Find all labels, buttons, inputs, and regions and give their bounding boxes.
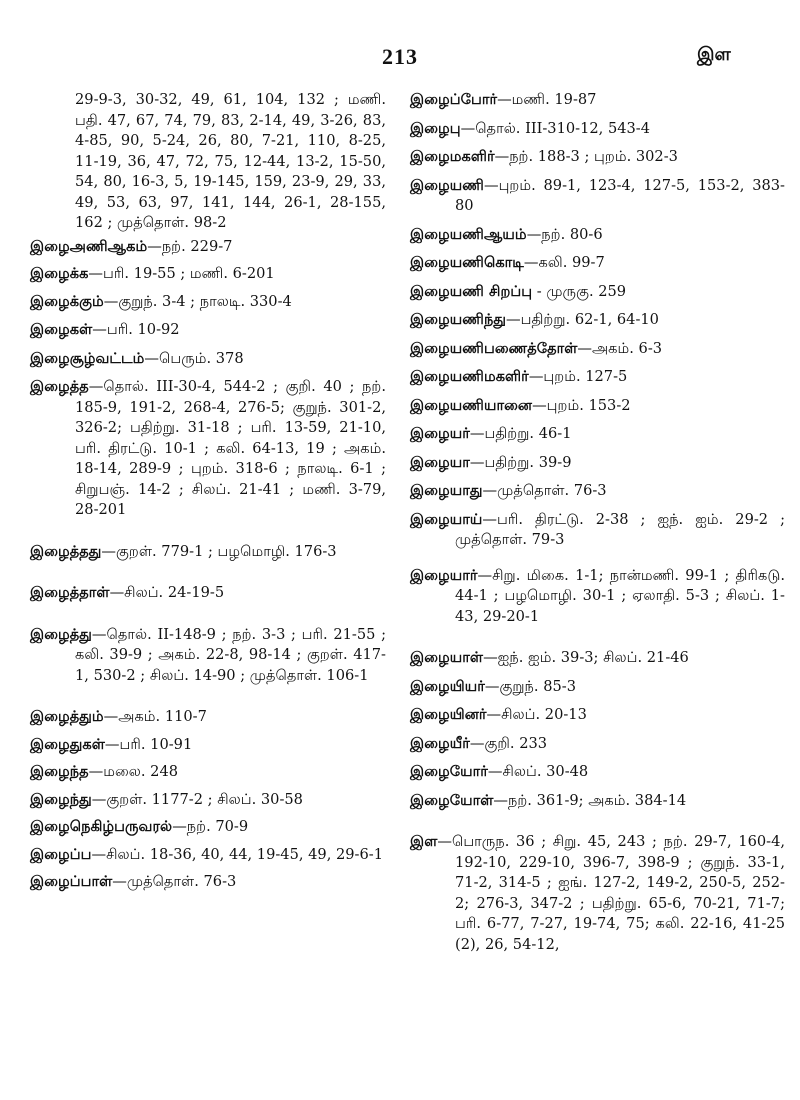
index-entry [410, 119, 785, 140]
headword: இழைப்ப [30, 845, 92, 863]
references: —குறி. 233 [469, 734, 548, 752]
headword: இள [410, 833, 438, 850]
references: —முத்தொள். 76-3 [112, 873, 237, 890]
index-entry [30, 707, 386, 728]
headword: இழைப்போர் [410, 91, 498, 108]
index-entry [30, 872, 386, 893]
index-entry [30, 349, 386, 370]
index-entry [410, 424, 785, 445]
index-entry [410, 734, 785, 755]
headword: இழையாய் [410, 510, 483, 528]
index-entry [30, 264, 386, 285]
references: —சிறு. மிகை. 1-1; நான்மணி. 99-1 ; திரிகடு. 44-1 ; பழமொழி. 30-1 ; ஏலாதி. 5-3 ; சிலப். 1-43, 29-20-1 [455, 566, 785, 625]
headword: இழையியர் [410, 677, 485, 695]
index-entry [410, 176, 785, 217]
references: —தொல். III-310-12, 543-4 [460, 119, 651, 137]
index-entry [410, 832, 785, 955]
headword: இழைந்த [30, 763, 89, 780]
left-column [30, 90, 386, 893]
references: —பரி. 10-91 [104, 735, 193, 753]
index-entry [410, 677, 785, 698]
references: - முருகு. 259 [532, 282, 627, 300]
index-entry [410, 566, 785, 628]
headword: இழையணியானை [410, 396, 533, 414]
index-entry [30, 90, 386, 234]
headword: இழைபு [410, 119, 461, 137]
index-entry [30, 237, 386, 258]
index-entry [30, 845, 386, 866]
references: —புறம். 153-2 [532, 396, 631, 414]
references: —குறள். 1177-2 ; சிலப். 30-58 [91, 790, 303, 808]
index-entry [410, 310, 785, 331]
references: —பெரும். 378 [144, 349, 244, 367]
index-entry [410, 90, 785, 111]
references: —நற். 80-6 [526, 225, 603, 243]
references: —அகம். 6-3 [577, 339, 663, 357]
index-entry [410, 367, 785, 388]
headword: இழையோர் [410, 763, 488, 780]
references: —பரி. திரட்டு. 2-38 ; ஐந். ஐம். 29-2 ; முத்தொள். 79-3 [455, 510, 785, 548]
references: —சிலப். 18-36, 40, 44, 19-45, 49, 29-6-1 [91, 845, 383, 863]
references: —தொல். III-30-4, 544-2 ; குறி. 40 ; நற். 185-9, 191-2, 268-4, 276-5; குறுந். 301-2, 326-2; பதிற்று. 31-18 ; பரி. 13-59, 21-10, பரி. திரட்டு. 10-1 ; கலி. 64-13, 19 ; அகம். 18-14, 289-9 ; புறம். 318-6 ; நாலடி. 6-1 ; சிறுபஞ். 14-2 ; சிலப். 21-41 ; மணி. 3-79, 28-201 [75, 378, 386, 518]
index-entry [410, 481, 785, 502]
headword: இழையணிமகளிர் [410, 368, 529, 385]
headword: இழையீர் [410, 734, 470, 752]
headword: இழைத்தது [30, 542, 102, 560]
references: —பதிற்று. 46-1 [469, 425, 572, 442]
page-number: 213 [382, 44, 418, 69]
headword: இழையாள் [410, 649, 484, 666]
headword: இழையர் [410, 425, 470, 442]
headword: இழைத்த [30, 378, 89, 395]
index-entry [30, 625, 386, 687]
index-entry [30, 542, 386, 563]
references: —ஐந். ஐம். 39-3; சிலப். 21-46 [483, 649, 689, 666]
headword: இழையணி [410, 176, 484, 194]
references: —மலை. 248 [88, 763, 179, 780]
index-entry [30, 762, 386, 783]
headword: இழைத்தும் [30, 708, 104, 725]
references: —பரி. 19-55 ; மணி. 6-201 [88, 265, 275, 282]
headword: இழைசூழ்வட்டம் [30, 349, 145, 367]
index-entry [410, 762, 785, 783]
references: —சிலப். 30-48 [487, 763, 589, 780]
references: —நற். 229-7 [147, 237, 233, 255]
references: —குறள். 779-1 ; பழமொழி. 176-3 [101, 542, 337, 560]
index-entry [410, 791, 785, 812]
references: —தொல். II-148-9 ; நற். 3-3 ; பரி. 21-55 ; கலி. 39-9 ; அகம். 22-8, 98-14 ; குறள். 417-1, 530-2 ; சிலப். 14-90 ; முத்தொள். 106-1 [75, 625, 386, 684]
headword: இழையணி சிறப்பு [410, 282, 533, 300]
headword: இழையோள் [410, 791, 494, 809]
index-entry [30, 735, 386, 756]
references: —சிலப். 24-19-5 [109, 584, 225, 601]
headword: இழையணிபணைத்தோள் [410, 339, 578, 357]
index-entry [30, 320, 386, 341]
headword: இழைத்தாள் [30, 584, 110, 601]
index-entry [30, 583, 386, 604]
headword: இழையணிஆயம் [410, 225, 527, 243]
references: —பொருந. 36 ; சிறு. 45, 243 ; நற். 29-7, 160-4, 192-10, 229-10, 396-7, 398-9 ; குறுந். 33-1, 71-2, 314-5 ; ஐங். 127-2, 149-2, 250-5, 252-2; 276-3, 347-2 ; பதிற்று. 65-6, 70-21, 71-7; பரி. 6-77, 7-27, 19-74, 75; கலி. 22-16, 41-25 (2), 26, 54-12, [437, 833, 785, 953]
index-entry [410, 510, 785, 551]
references: —புறம். 127-5 [528, 368, 628, 385]
index-entry [410, 225, 785, 246]
headword: இழைமகளிர் [410, 148, 495, 165]
index-entry [30, 377, 386, 521]
headword: இழைகள் [30, 321, 93, 338]
index-entry [410, 147, 785, 168]
headword: இழைதுகள் [30, 735, 105, 753]
index-entry [410, 648, 785, 669]
references: —அகம். 110-7 [103, 708, 207, 725]
headword: இழைநெகிழ்பருவரல் [30, 818, 173, 835]
references: —சிலப். 20-13 [486, 706, 587, 723]
running-head: இள [697, 44, 731, 65]
index-entry [410, 282, 785, 303]
headword: இழையணிந்து [410, 311, 506, 328]
right-column [410, 90, 785, 955]
references: —பதிற்று. 62-1, 64-10 [506, 311, 659, 328]
headword: இழைத்து [30, 625, 92, 643]
headword: இழையினர் [410, 706, 487, 723]
references: 29-9-3, 30-32, 49, 61, 104, 132 ; மணி. பதி. 47, 67, 74, 79, 83, 2-14, 49, 3-26, 83, 4-85, 90, 5-24, 26, 80, 7-21, 110, 8-25, 11-19, 36, 47, 72, 75, 12-44, 13-2, 15-50, 54, 80, 16-3, 5, 19-145, 159, 23-9, 29, 33, 49, 53, 63, 97, 141, 144, 26-1, 28-155, 162 ; முத்தொள். 98-2 [75, 91, 386, 231]
references: —பரி. 10-92 [92, 321, 180, 338]
references: —நற். 70-9 [172, 818, 249, 835]
headword: இழைக்கும் [30, 292, 104, 310]
headword: இழையார் [410, 566, 478, 584]
headword: இழையாது [410, 482, 483, 499]
references: —பதிற்று. 39-9 [469, 453, 572, 471]
headword: இழைப்பாள் [30, 873, 113, 890]
index-entry [410, 705, 785, 726]
headword: இழைந்து [30, 790, 92, 808]
headword: இழைக்க [30, 265, 89, 282]
index-entry [410, 396, 785, 417]
headword: இழையா [410, 453, 470, 471]
index-entry [410, 453, 785, 474]
references: —புறம். 89-1, 123-4, 127-5, 153-2, 383-80 [455, 176, 785, 214]
index-entry [30, 292, 386, 313]
references: —குறுந். 3-4 ; நாலடி. 330-4 [103, 292, 292, 310]
references: —குறுந். 85-3 [484, 677, 576, 695]
headword: இழைஅணிஆகம் [30, 237, 148, 255]
index-entry [30, 817, 386, 838]
references: —நற். 361-9; அகம். 384-14 [493, 791, 687, 809]
headword: இழையணிகொடி [410, 254, 524, 271]
references: —கலி. 99-7 [523, 254, 605, 271]
references: —முத்தொள். 76-3 [482, 482, 607, 499]
index-entry [410, 339, 785, 360]
references: —மணி. 19-87 [497, 91, 597, 108]
index-entry [30, 790, 386, 811]
index-entry [410, 253, 785, 274]
references: —நற். 188-3 ; புறம். 302-3 [494, 148, 678, 165]
